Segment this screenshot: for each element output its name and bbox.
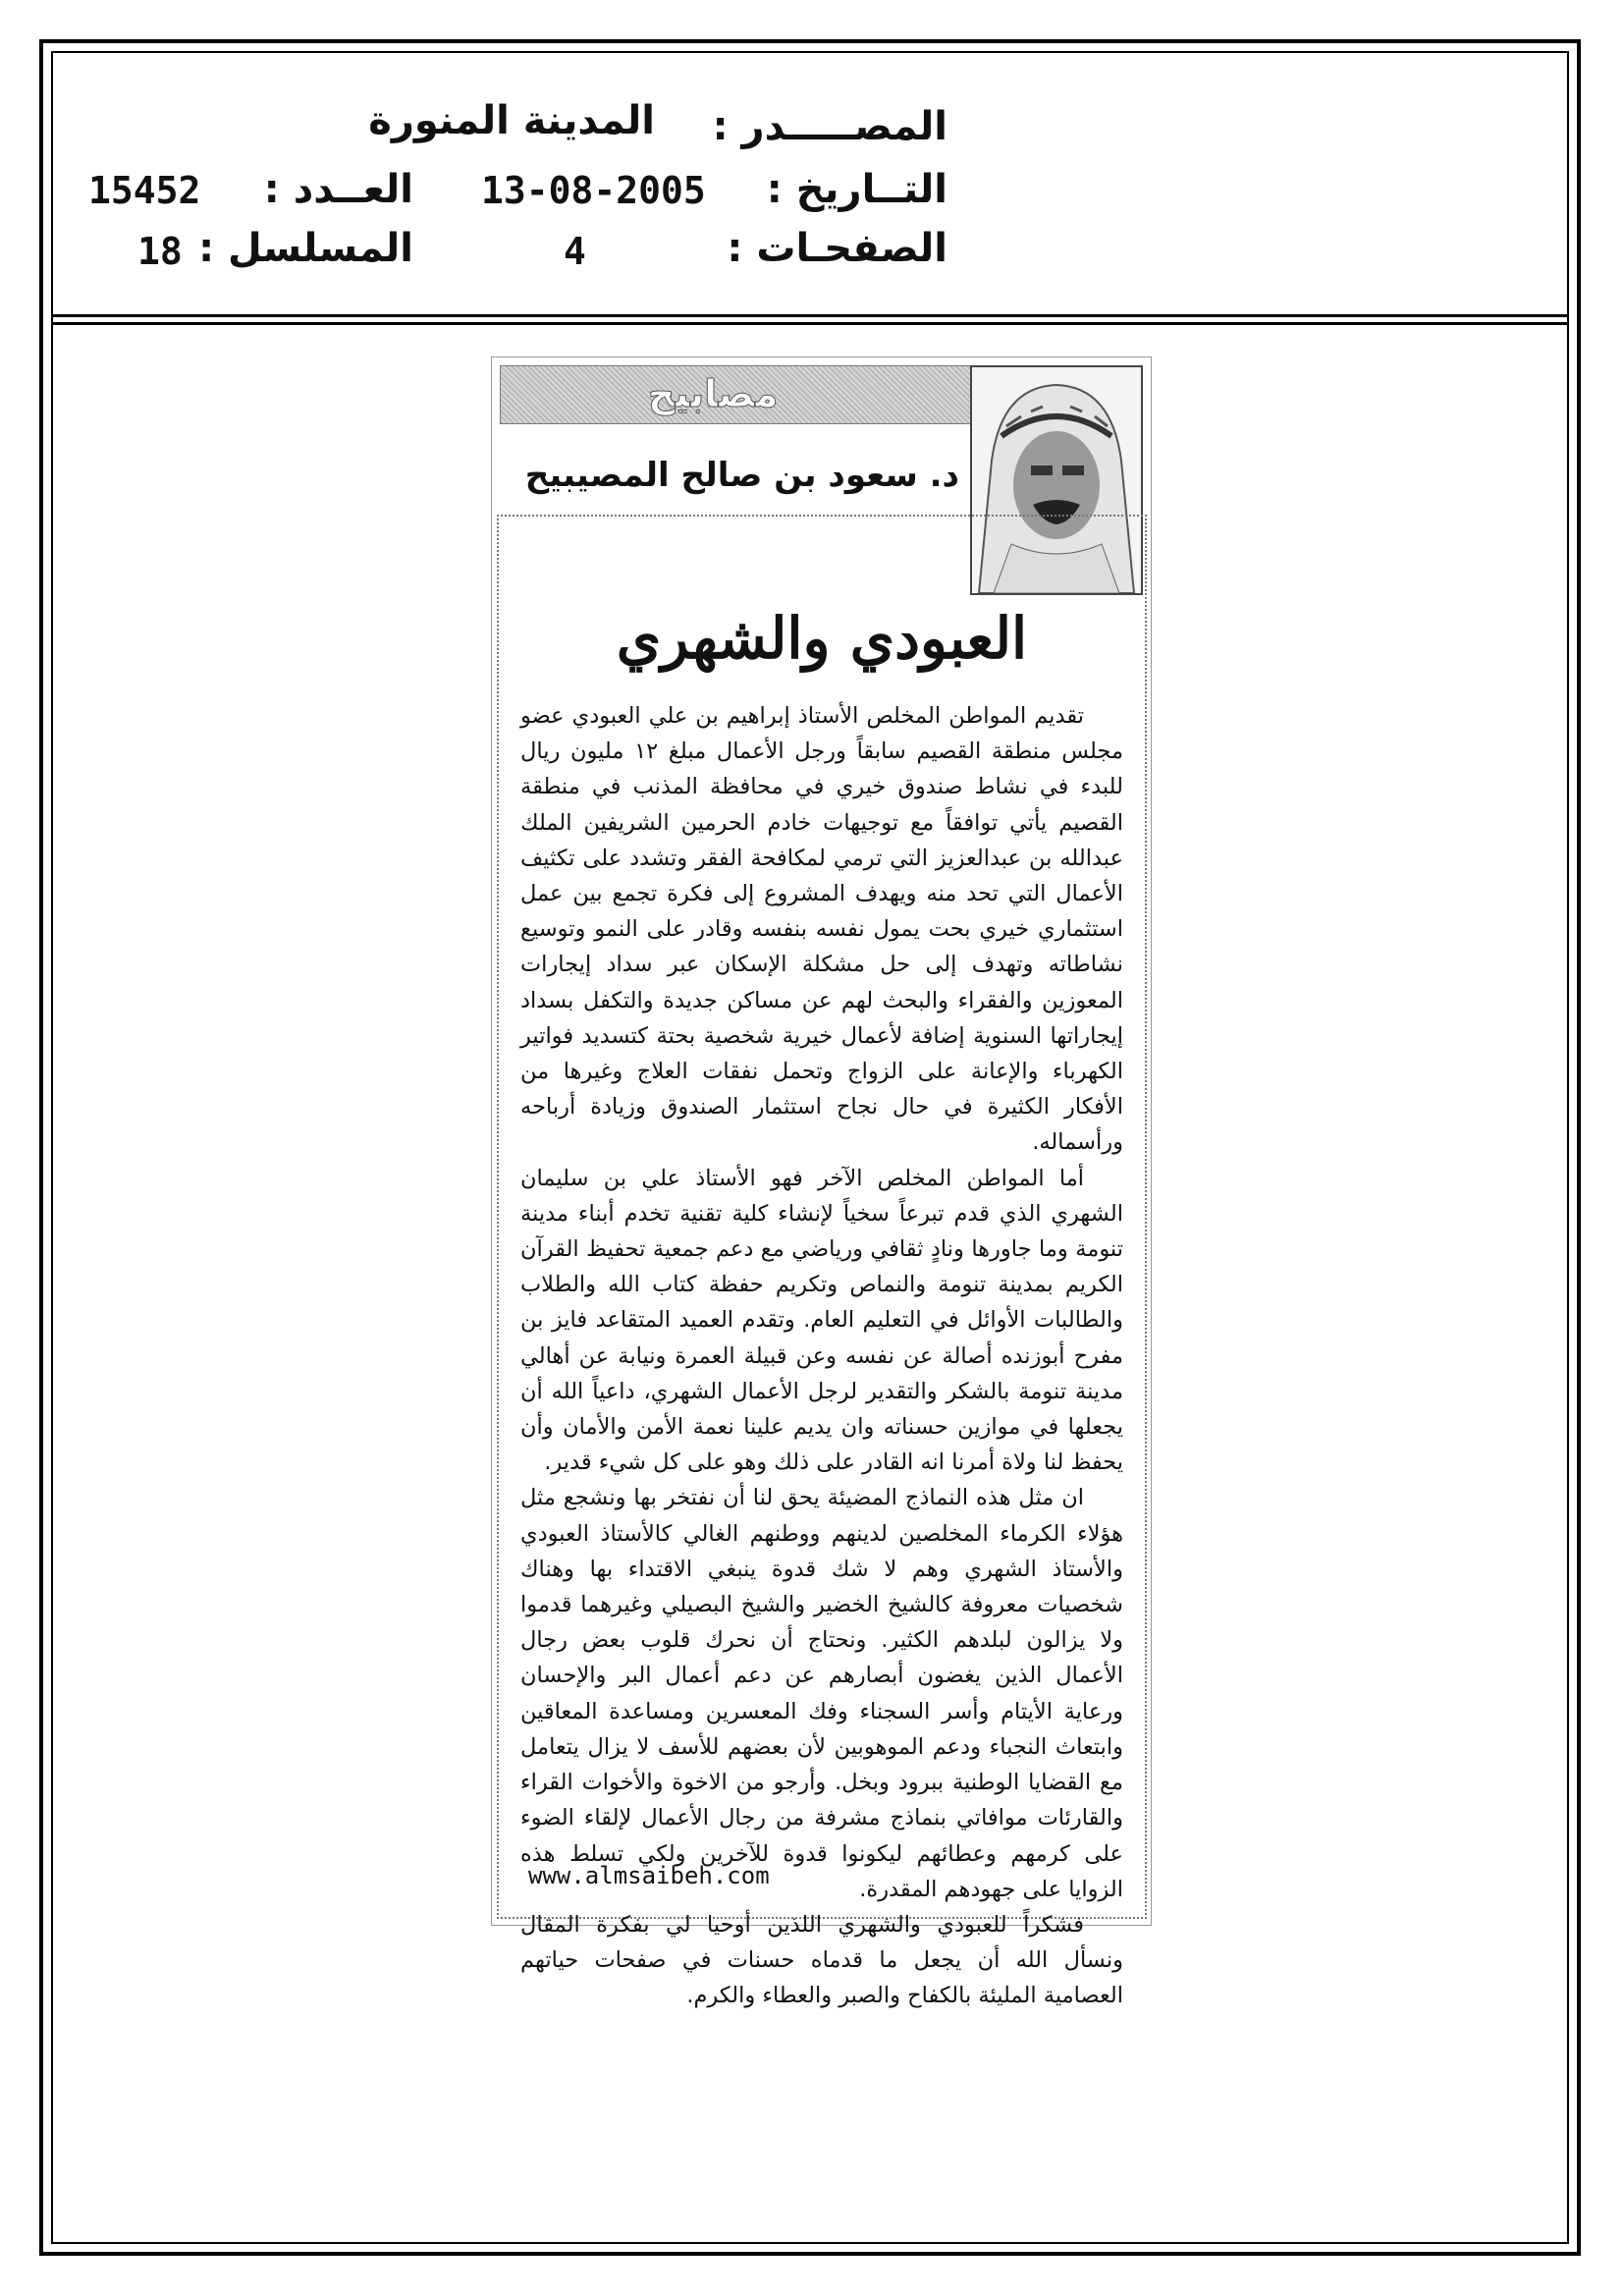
- newspaper-clipping: [491, 356, 1152, 2009]
- article-title: العبودي والشهري: [616, 605, 1028, 672]
- author-name: د. سعود بن صالح المصيبيح: [524, 456, 959, 495]
- date-value: 13-08-2005: [481, 169, 706, 212]
- paragraph-4: فشكراً للعبودي والشهري اللذين أوحيا لي بفكرة المقال ونسأل الله أن يجعل ما قدماه حسنات في صفحات حياتهم العصامية المليئة بالكفاح والصبر والعطاء والكرم.: [520, 1911, 1123, 2009]
- pages-label: الصفحـات :: [727, 226, 947, 271]
- article-body: [520, 698, 1123, 2014]
- pages-value: 4: [564, 230, 586, 273]
- author-website: www.almsaibeh.com: [528, 1862, 770, 1889]
- date-label: التــاريخ :: [766, 167, 947, 212]
- paragraph-2: أما المواطن المخلص الآخر فهو الأستاذ علي بن سليمان الشهري الذي قدم تبرعاً سخياً لإنشاء كلية تقنية تخدم أبناء مدينة تنومة وما جاورها ونادٍ ثقافي ورياضي مع دعم جمعية تحفيظ القرآن الكريم بمدينة تنومة والنماص وتكريم حفظة كتاب الله والطلاب والطالبات الأوائل في التعليم العام. وتقدم العميد المتقاعد فايز بن مفرح أبوزنده أصالة عن نفسه وعن قبيلة العمرة ونيابة عن أهالي مدينة تنومة بالشكر والتقدير لرجل الأعمال الشهري، داعياً الله أن يجعلها في موازين حسناته وان يديم علينا نعمة الأمن والأمان وأن يحفظ لنا ولاة أمرنا انه القادر على ذلك وهو على كل شيء قدير.: [520, 1165, 1123, 1476]
- header-divider: [51, 314, 1569, 317]
- column-name: مصابيح: [648, 372, 779, 415]
- source-value: المدينة المنورة: [368, 98, 655, 143]
- article-box: [497, 515, 1147, 2009]
- paragraph-3: ان مثل هذه النماذج المضيئة يحق لنا أن نفتخر بها ونشجع مثل هؤلاء الكرماء المخلصين لدينهم ووطنهم الغالي كالأستاذ العبودي والأستاذ الشهري وهم لا شك قدوة ينبغي الاقتداء بها وهناك شخصيات معروفة كالشيخ الخضير والشيخ البصيلي وغيرهما قدموا ولا يزالون لبلدهم الكثير. ونحتاج أن نحرك قلوب بعض رجال الأعمال الذين يغضون أبصارهم عن دعم أعمال البر والإحسان ورعاية الأيتام وأسر السجناء وفك المعسرين ومساعدة المعاقين وابتعاث النجباء ودعم الموهوبين لأن بعضهم للأسف لا يزال يتعامل مع القضايا الوطنية ببرود وبخل. وأرجو من الاخوة والأخوات القراء والقارئات موافاتي بنماذج مشرفة من رجال الأعمال لإلقاء الضوء على كرمهم وعطائهم ليكونوا قدوة للآخرين ولكي تسلط هذه الزوايا على جهودهم المقدرة.: [520, 1485, 1123, 1902]
- header-divider-2: [51, 322, 1569, 325]
- serial-label: المسلسل :: [198, 226, 413, 271]
- paragraph-1: تقديم المواطن المخلص الأستاذ إبراهيم بن علي العبودي عضو مجلس منطقة القصيم سابقاً ورجل الأعمال مبلغ ١٢ مليون ريال للبدء في نشاط صندوق خيري في محافظة المذنب في منطقة القصيم يأتي توافقاً مع توجيهات خادم الحرمين الشريفين الملك عبدالله بن عبدالعزيز التي ترمي لمكافحة الفقر وتشدد على تكثيف الأعمال التي تحد منه ويهدف المشروع إلى فكرة تجمع بين عمل استثماري خيري بحت يمول نفسه بنفسه وقادر على النمو وتوسيع نشاطاته وتهدف إلى حل مشكلة الإسكان عبر سداد إيجارات المعوزين والفقراء والبحث لهم عن مساكن جديدة والتكفل بسداد إيجاراتها السنوية إضافة لأعمال خيرية شخصية بحتة كتسديد فواتير الكهرباء والإعانة على الزواج وتحمل نفقات العلاج وغيرها من الأفكار الكثيرة في حال نجاح استثمار الصندوق وزيادة أرباحه ورأسماله.: [520, 703, 1123, 1156]
- serial-value: 18: [137, 230, 183, 273]
- issue-label: العــدد :: [263, 167, 413, 212]
- source-label: المصـــــدر :: [712, 104, 947, 149]
- issue-value: 15452: [88, 169, 201, 212]
- column-banner: [500, 365, 973, 424]
